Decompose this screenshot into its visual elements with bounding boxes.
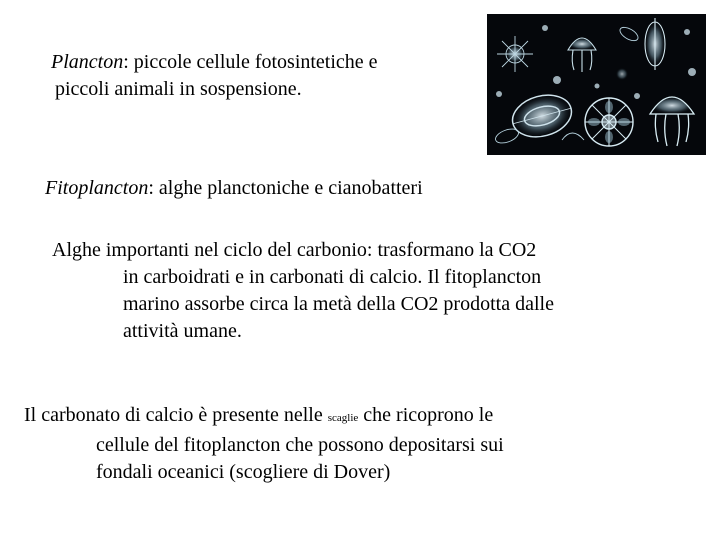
carbon-line-4: attività umane. bbox=[123, 320, 242, 342]
line-1 bbox=[51, 51, 378, 73]
carbonate-line-1 bbox=[24, 402, 504, 432]
plancton-definition-text: : piccole cellule fotosintetiche e bbox=[123, 51, 378, 73]
calcium-carbonate-paragraph bbox=[24, 402, 504, 486]
carbon-line-3: marino assorbe circa la metà della CO2 prodotta dalle bbox=[123, 293, 554, 315]
carbonate-line-2: cellule del fitoplancton che possono depositarsi sui bbox=[96, 434, 504, 456]
term-plancton: Plancton bbox=[51, 51, 124, 73]
fitoplancton-definition-text: : alghe planctoniche e cianobatteri bbox=[148, 177, 423, 199]
carbon-line-1: Alghe importanti nel ciclo del carbonio: trasformano la CO2 bbox=[52, 239, 537, 261]
carbonate-line-1-start: Il carbonato di calcio è presente nelle bbox=[24, 404, 328, 426]
word-scaglie: scaglie bbox=[327, 412, 359, 424]
carbonate-line-1-end: che ricoprono le bbox=[358, 404, 494, 426]
plancton-definition bbox=[51, 49, 378, 103]
term-fitoplancton: Fitoplancton bbox=[45, 177, 149, 199]
fitoplancton-definition bbox=[45, 175, 423, 202]
plankton-illustration bbox=[487, 14, 706, 155]
carbonate-line-3: fondali oceanici (scogliere di Dover) bbox=[96, 461, 391, 483]
carbon-line-2: in carboidrati e in carbonati di calcio. Il fitoplancton bbox=[123, 266, 542, 288]
carbon-cycle-paragraph bbox=[52, 237, 554, 345]
plancton-definition-line-2: piccoli animali in sospensione. bbox=[55, 78, 302, 100]
plankton-photo-icon bbox=[487, 14, 706, 155]
